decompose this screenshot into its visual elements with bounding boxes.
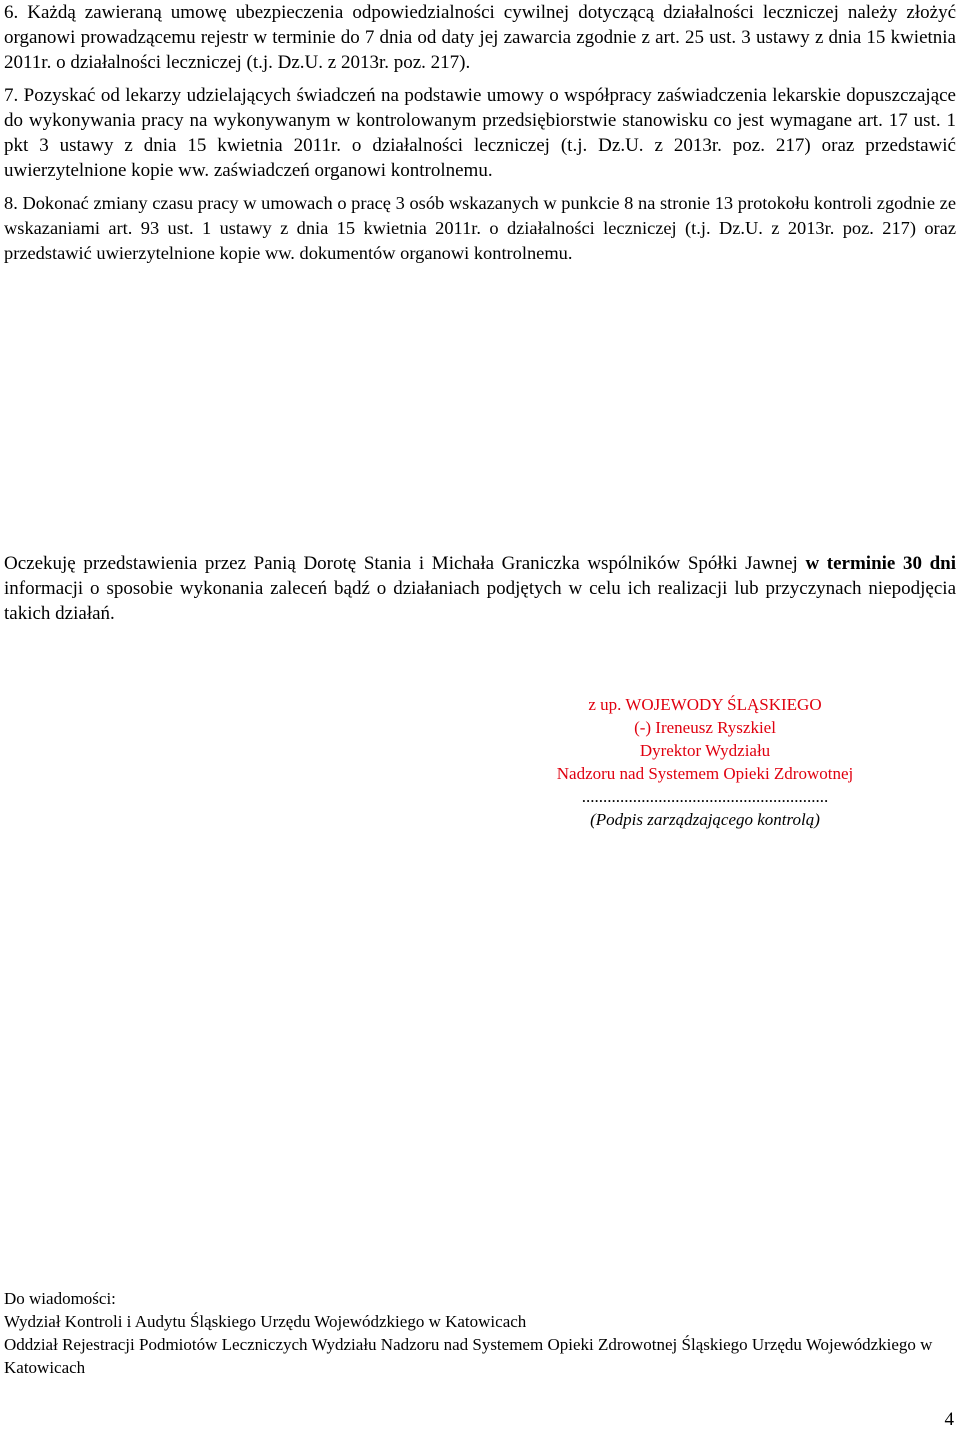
closing-text-after: informacji o sposobie wykonania zaleceń bądź o działaniach podjętych w celu ich realizacji lub przyczynach niepodjęcia takich działań. <box>4 578 956 624</box>
closing-paragraph <box>4 551 956 626</box>
signature-note: (Podpis zarządzającego kontrolą) <box>590 810 820 829</box>
list-item-8 <box>4 191 956 266</box>
distribution-line-1: Wydział Kontroli i Audytu Śląskiego Urzędu Wojewódzkiego w Katowicach <box>4 1312 527 1331</box>
signature-line-1: z up. WOJEWODY ŚLĄSKIEGO <box>588 695 822 714</box>
distribution-list <box>4 1287 956 1379</box>
closing-text-before: Oczekuję przedstawienia przez Panią Dorotę Stania i Michała Graniczka wspólników Spółki Jawnej <box>4 553 798 574</box>
item-number: 8. <box>4 193 18 213</box>
distribution-line-2: Oddział Rejestracji Podmiotów Leczniczych Wydziału Nadzoru nad Systemem Opieki Zdrowotnej Śląskiego Urzędu Wojewódzkiego w Katowicach <box>4 1335 933 1377</box>
distribution-heading: Do wiadomości: <box>4 1289 116 1308</box>
signature-line-2: (-) Ireneusz Ryszkiel <box>634 718 776 737</box>
item-number: 6. <box>4 2 19 23</box>
signature-dots: .......................................................... <box>581 787 829 806</box>
item-text: Pozyskać od lekarzy udzielających świadczeń na podstawie umowy o współpracy zaświadczenia lekarskie dopuszczające do wykonywania pracy na wykonywanym w kontrolowanym przedsiębiorstwie stanowisku co jest wymagane art. 17 ust. 1 pkt 3 ustawy z dnia 15 kwietnia 2011r. o działalności leczniczej (t.j. Dz.U. z 2013r. poz. 217) oraz przedstawić uwierzytelnione kopie ww. zaświadczeń organowi kontrolnemu. <box>4 85 956 181</box>
item-text: Dokonać zmiany czasu pracy w umowach o pracę 3 osób wskazanych w punkcie 8 na stronie 13 protokołu kontroli zgodnie ze wskazaniami art. 93 ust. 1 ustawy z dnia 15 kwietnia 2011r. o działalności leczniczej (t.j. Dz.U. z 2013r. poz. 217) oraz przedstawić uwierzytelnione kopie ww. dokumentów organowi kontrolnemu. <box>4 193 956 263</box>
recommendations-list <box>4 0 956 274</box>
item-number: 7. <box>4 85 19 106</box>
closing-deadline: w terminie 30 dni <box>805 553 956 574</box>
signature-block <box>490 693 920 831</box>
item-text: Każdą zawieraną umowę ubezpieczenia odpowiedzialności cywilnej dotyczącą działalności leczniczej należy złożyć organowi prowadzącemu rejestr w terminie do 7 dnia od daty jej zawarcia zgodnie z art. 25 ust. 3 ustawy z dnia 15 kwietnia 2011r. o działalności leczniczej (t.j. Dz.U. z 2013r. poz. 217). <box>4 2 957 73</box>
signature-line-3: Dyrektor Wydziału <box>639 741 771 760</box>
signature-line-4: Nadzoru nad Systemem Opieki Zdrowotnej <box>556 764 854 783</box>
list-item-7 <box>4 83 956 183</box>
page-number: 4 <box>944 1409 954 1430</box>
list-item-6 <box>4 0 956 75</box>
